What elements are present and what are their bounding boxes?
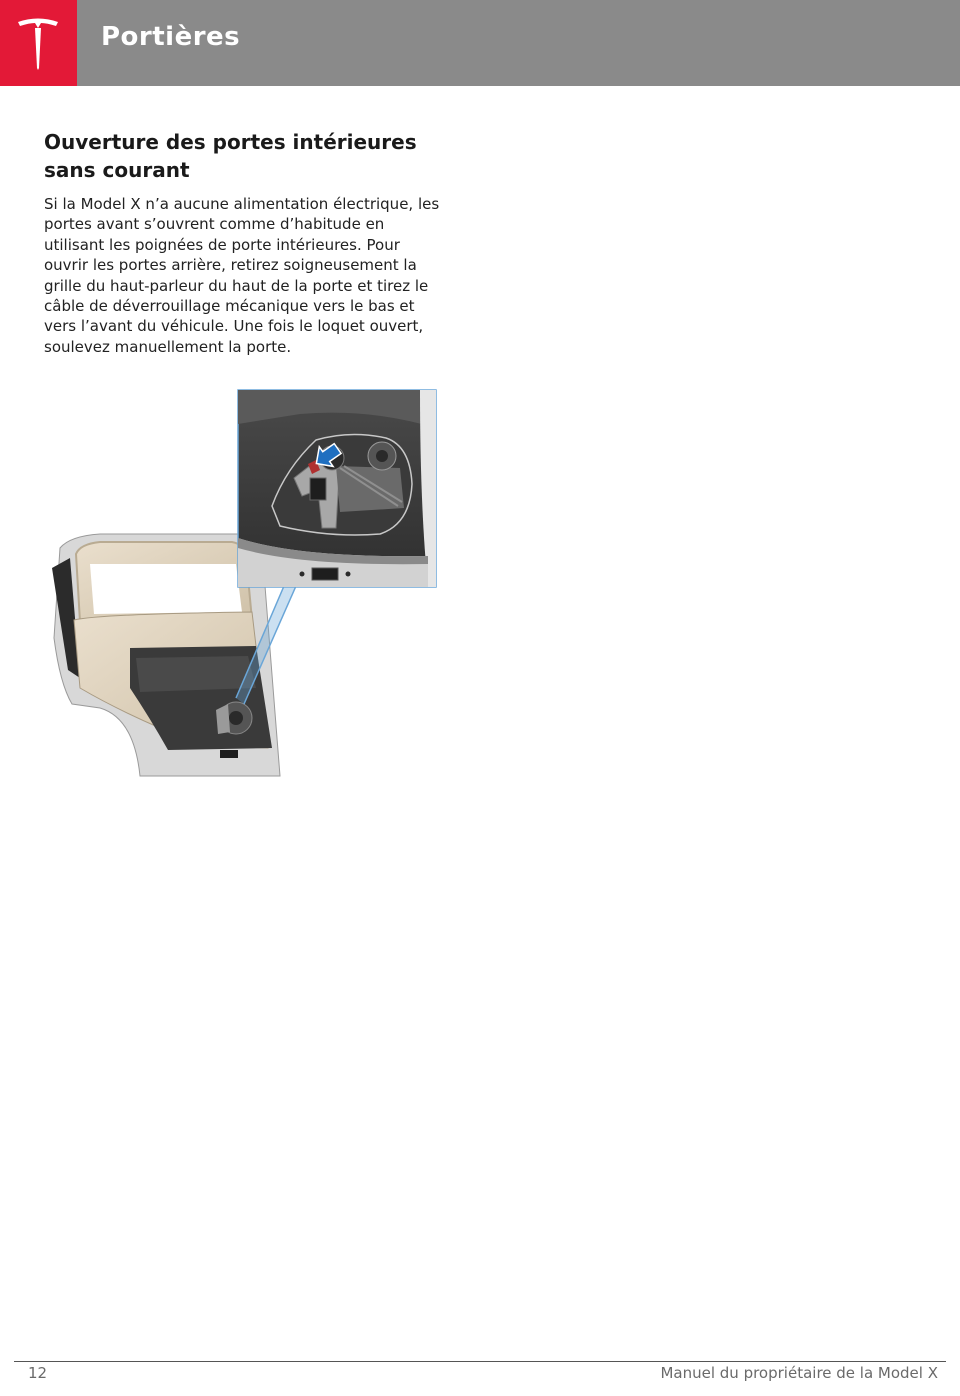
page-number: 12 xyxy=(28,1364,48,1382)
speaker-grille-detail-inset xyxy=(238,390,436,587)
tesla-logo xyxy=(0,0,77,86)
page-title: Portières xyxy=(101,22,241,52)
footer-rule xyxy=(14,1361,946,1362)
footer-document-title: Manuel du propriétaire de la Model X xyxy=(660,1364,938,1382)
page-header xyxy=(0,0,960,86)
rear-door-illustration xyxy=(40,388,440,780)
section-body-text: Si la Model X n’a aucune alimentation électrique, les portes avant s’ouvrent comme d’habitude en utilisant les poignées de porte intérieures. Pour ouvrir les portes arrière, retirez soigneusement la grille du haut-parleur du haut de la porte et tirez le câble de déverrouillage mécanique vers le bas et vers l’avant du véhicule. Une fois le loquet ouvert, soulevez manuellement la porte. xyxy=(44,195,440,356)
section-heading: Ouverture des portes intérieures sans courant xyxy=(44,130,417,182)
tesla-logo-icon xyxy=(14,14,62,72)
